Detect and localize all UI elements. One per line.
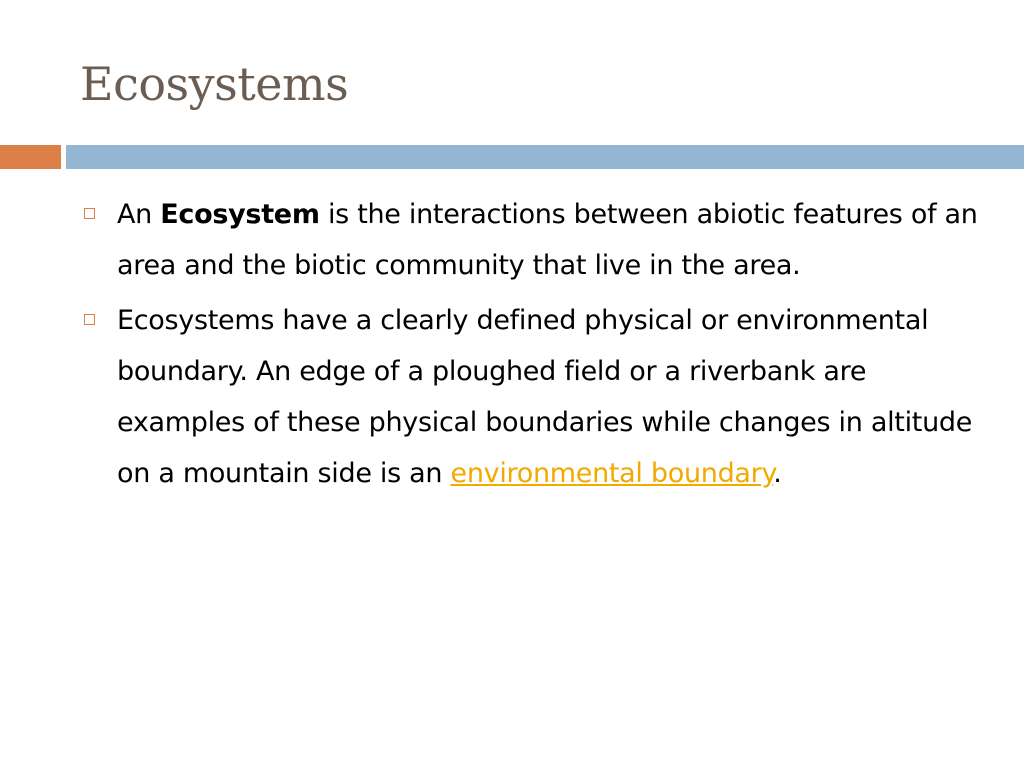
bullet-item-ecosystem-boundaries: [80, 295, 980, 499]
ecosystem-term: Ecosystem: [160, 199, 320, 230]
bullet-body-text: is the interactions between abiotic features of an area and the biotic community that live in the area.: [117, 199, 978, 281]
bullet-item-ecosystem-definition: [80, 189, 980, 291]
hollow-square-bullet-icon: [84, 208, 95, 219]
bullet-body-text: Ecosystems have a clearly defined physical or environmental boundary. An edge of a ploughed field or a riverbank are examples of these physical boundaries while changes in altitude on a mountain side is an: [117, 305, 973, 489]
hollow-square-bullet-icon: [84, 314, 95, 325]
accent-bar-blue: [66, 145, 1024, 169]
bullet-list: [80, 189, 980, 503]
accent-bar-orange: [0, 145, 61, 169]
environmental-boundary-link[interactable]: environmental boundary: [450, 458, 774, 489]
slide-title: Ecosystems: [80, 57, 349, 111]
bullet-suffix-text: .: [773, 458, 782, 489]
bullet-prefix-text: An: [117, 199, 161, 230]
